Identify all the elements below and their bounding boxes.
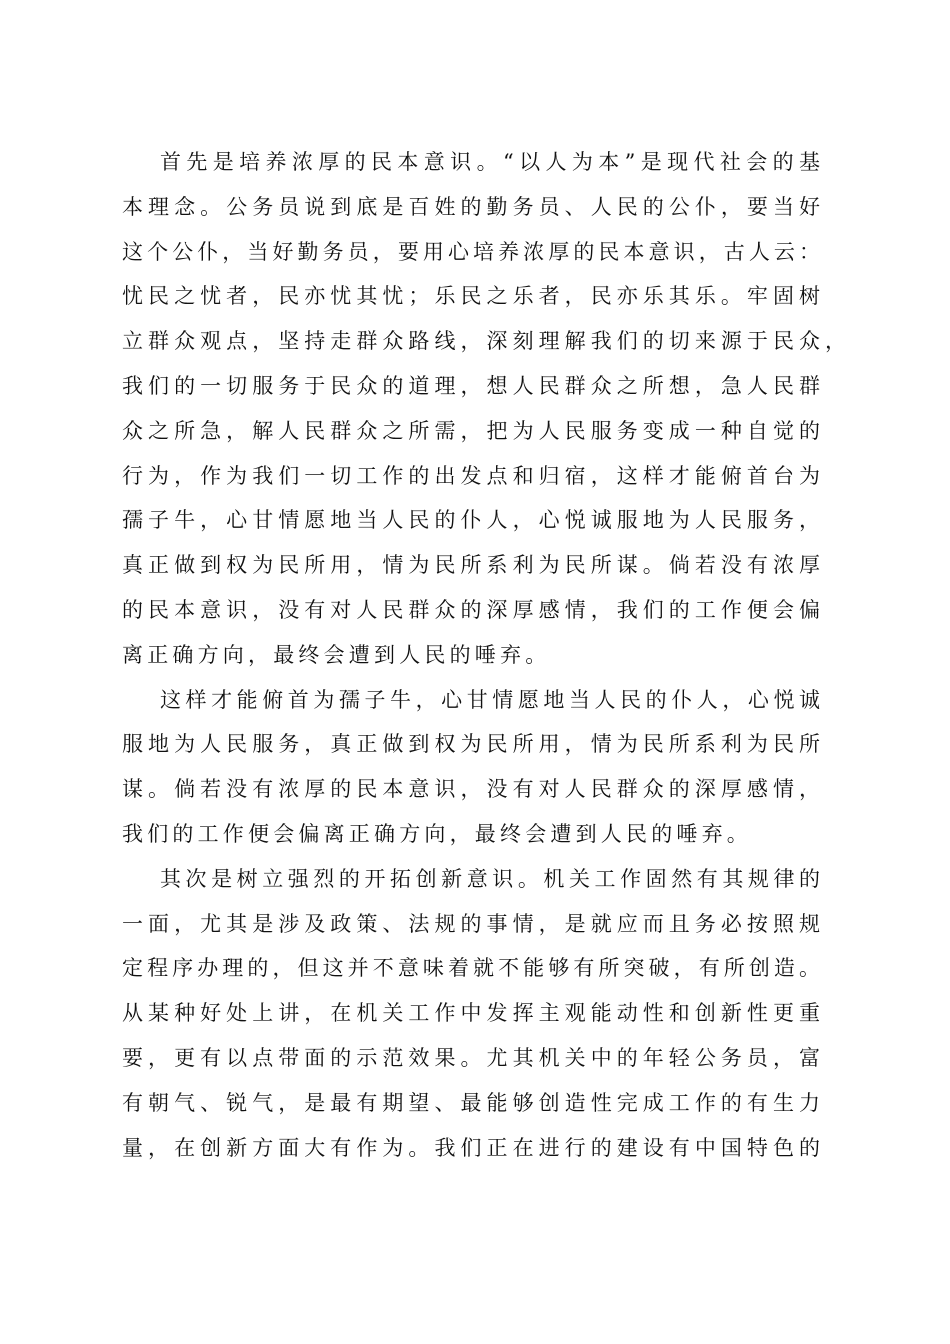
text-line: 其次是树立强烈的开拓创新意识。机关工作固然有其规律的 xyxy=(160,866,822,891)
document-body xyxy=(122,140,846,1170)
paragraph-people-oriented xyxy=(122,140,846,678)
text-line: 有朝气、锐气，是最有期望、最能够创造性完成工作的有生力 xyxy=(122,1090,822,1115)
text-line: 众之所急，解人民群众之所需，把为人民服务变成一种自觉的 xyxy=(122,418,822,443)
text-line: 量，在创新方面大有作为。我们正在进行的建设有中国特色的 xyxy=(122,1135,822,1160)
text-line: 我们的工作便会偏离正确方向，最终会遭到人民的唾弃。 xyxy=(122,821,752,846)
text-line: 从某种好处上讲，在机关工作中发挥主观能动性和创新性更重 xyxy=(122,1001,822,1026)
text-line: 这样才能俯首为孺子牛，心甘情愿地当人民的仆人，心悦诚 xyxy=(160,687,822,712)
text-line: 这个公仆，当好勤务员，要用心培养浓厚的民本意识，古人云： xyxy=(122,239,822,264)
text-line: 谋。倘若没有浓厚的民本意识，没有对人民群众的深厚感情， xyxy=(122,777,822,802)
text-line: 要，更有以点带面的示范效果。尤其机关中的年轻公务员，富 xyxy=(122,1045,822,1070)
text-line: 真正做到权为民所用，情为民所系利为民所谋。倘若没有浓厚 xyxy=(122,553,822,578)
text-line: 服地为人民服务，真正做到权为民所用，情为民所系利为民所 xyxy=(122,732,822,757)
text-line xyxy=(122,319,846,364)
hanging-punctuation: ， xyxy=(825,329,846,354)
text-line: 我们的一切服务于民众的道理，想人民群众之所想，急人民群 xyxy=(122,373,822,398)
text-line: 孺子牛，心甘情愿地当人民的仆人，心悦诚服地为人民服务， xyxy=(122,508,822,533)
text-line: 本理念。公务员说到底是百姓的勤务员、人民的公仆，要当好 xyxy=(122,194,822,219)
paragraph-serve-people xyxy=(122,678,822,857)
text-line: 离正确方向，最终会遭到人民的唾弃。 xyxy=(122,642,551,667)
text-line: 的民本意识，没有对人民群众的深厚感情，我们的工作便会偏 xyxy=(122,597,822,622)
paragraph-innovation xyxy=(122,857,822,1171)
text-line: 忧民之忧者，民亦忧其忧；乐民之乐者，民亦乐其乐。牢固树 xyxy=(122,284,822,309)
text-line: 一面，尤其是涉及政策、法规的事情，是就应而且务必按照规 xyxy=(122,911,822,936)
text-line: 行为，作为我们一切工作的出发点和归宿，这样才能俯首台为 xyxy=(122,463,822,488)
text-line: 定程序办理的，但这并不意味着就不能够有所突破，有所创造。 xyxy=(122,956,822,981)
text-line: 首先是培养浓厚的民本意识。“以人为本”是现代社会的基 xyxy=(160,150,822,174)
text-line-body: 立群众观点，坚持走群众路线，深刻理解我们的切来源于民众 xyxy=(122,329,822,354)
